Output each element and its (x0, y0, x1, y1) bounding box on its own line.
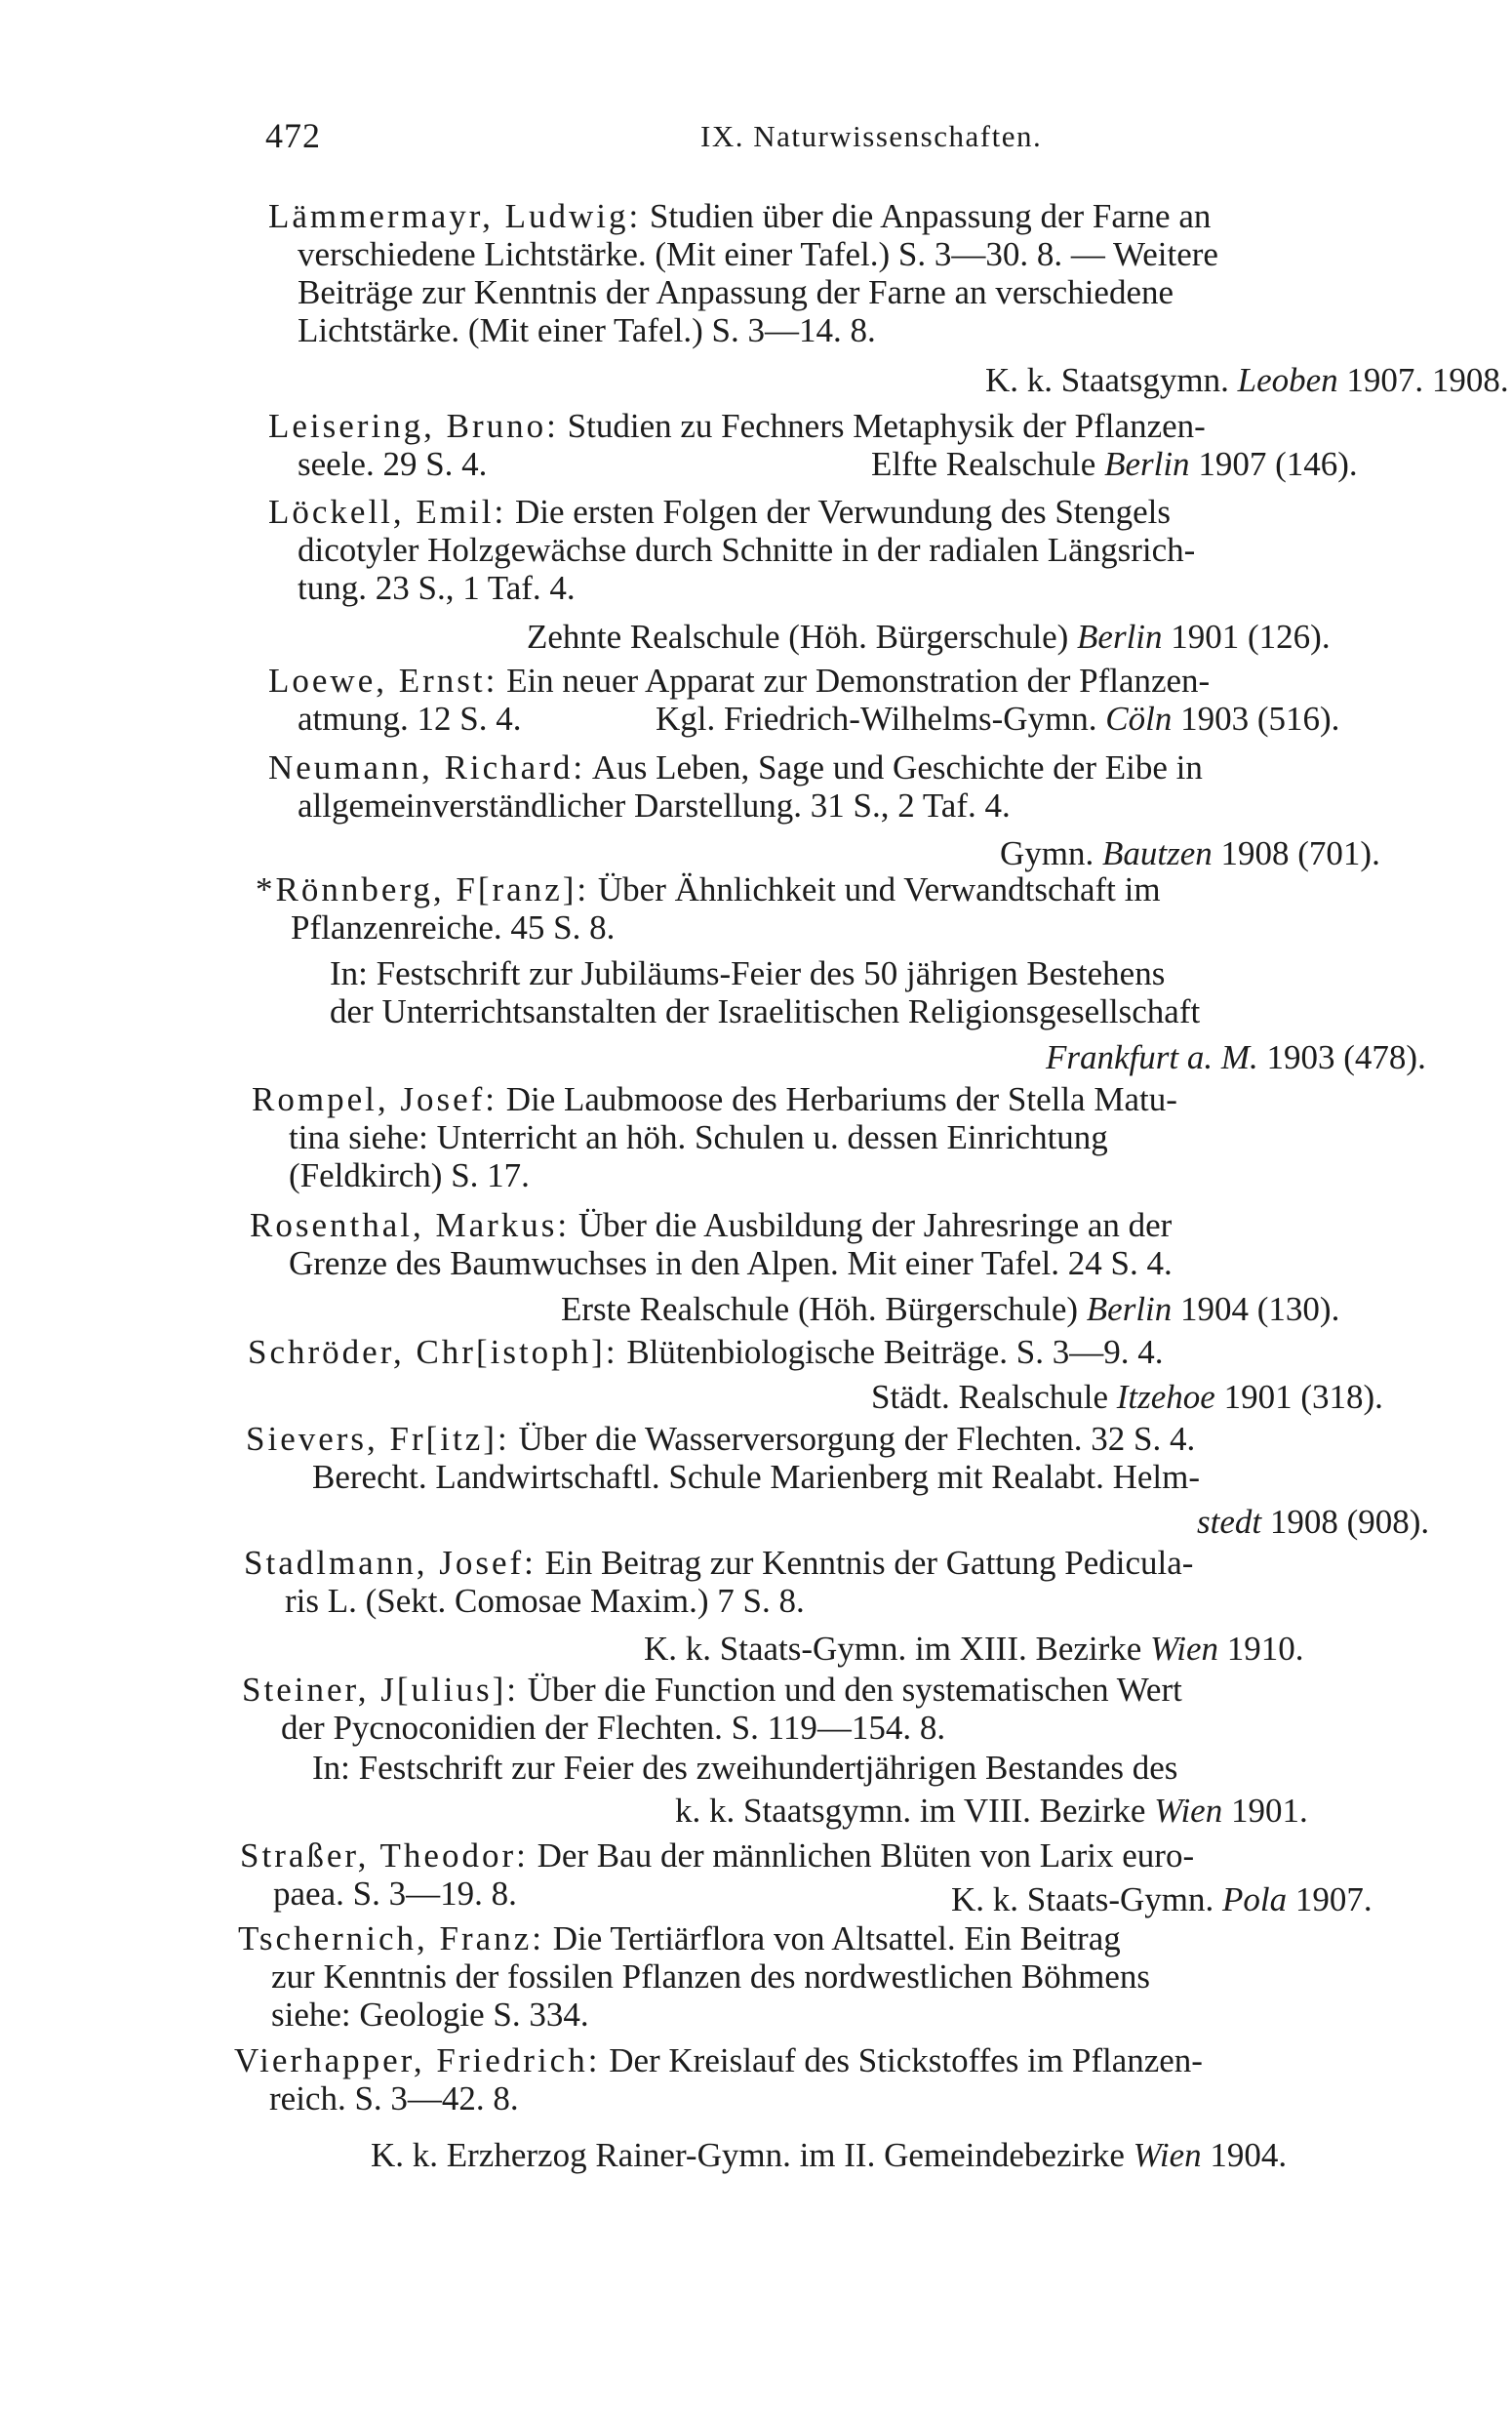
entry-text: Berecht. Landwirtschaftl. Schule Marienberg mit Realabt. Helm- (312, 1458, 1201, 1496)
entry-text: Pflanzenreiche. 45 S. 8. (291, 908, 616, 947)
entry-text: siehe: Geologie S. 334. (271, 1996, 589, 2034)
entry-text: Der Bau der männlichen Blüten von Larix euro- (537, 1836, 1195, 1875)
entry-text: Grenze des Baumwuchses in den Alpen. Mit einer Tafel. 24 S. 4. (289, 1244, 1173, 1282)
entry-year: 1907 (146). (1198, 445, 1358, 483)
entry-text: Die Laubmoose des Herbariums der Stella Matu- (505, 1080, 1177, 1118)
entry-year: 1910. (1226, 1630, 1304, 1668)
entry-author: *Rönnberg, F[ranz]: (256, 870, 590, 908)
entry-text: Aus Leben, Sage und Geschichte der Eibe in (591, 748, 1203, 786)
entry-author: Schröder, Chr[istoph]: (248, 1333, 618, 1371)
entry-year: 1907. (1294, 1880, 1373, 1918)
entry-year: 1901 (126). (1171, 618, 1331, 656)
entry-source (371, 2134, 1287, 2177)
entry-source (675, 1790, 1308, 1833)
entry-author: Sievers, Fr[itz]: (246, 1420, 510, 1458)
entry-place: Leoben (1237, 361, 1338, 399)
entry-text: Beiträge zur Kenntnis der Anpassung der Farne an verschiedene (298, 273, 1174, 311)
entry-text: tung. 23 S., 1 Taf. 4. (298, 569, 576, 607)
entry-text: Lichtstärke. (Mit einer Tafel.) S. 3—14. 8. (298, 311, 876, 349)
entry-text: Über die Ausbildung der Jahresringe an der (577, 1206, 1173, 1244)
entry-text: zur Kenntnis der fossilen Pflanzen des nordwestlichen Böhmens (271, 1957, 1151, 1996)
entry-author: Lämmermayr, Ludwig: (268, 197, 642, 235)
entry-source (951, 1878, 1373, 1921)
entry-school: Erste Realschule (Höh. Bürgerschule) (561, 1290, 1079, 1328)
entry-place: Itzehoe (1116, 1378, 1215, 1416)
entry-text: Die Tertiärflora von Altsattel. Ein Beitrag (552, 1919, 1121, 1957)
entry-text: In: Festschrift zur Jubiläums-Feier des 50 jährigen Bestehens (330, 954, 1166, 992)
entry-text: allgemeinverständlicher Darstellung. 31 S., 2 Taf. 4. (298, 786, 1011, 825)
entry-text: ris L. (Sekt. Comosae Maxim.) 7 S. 8. (285, 1582, 805, 1620)
entry-place: Berlin (1086, 1290, 1173, 1328)
entry-place: stedt (1197, 1503, 1262, 1541)
entry-text: Über Ähnlichkeit und Verwandtschaft im (597, 870, 1161, 908)
entry-text: verschiedene Lichtstärke. (Mit einer Tafel.) S. 3—30. 8. — Weitere (298, 235, 1218, 273)
entry-source (656, 698, 1339, 741)
entry-text: der Unterrichtsanstalten der Israelitischen Religionsgesellschaft (330, 992, 1201, 1030)
running-head: IX. Naturwissenschaften. (700, 119, 1043, 153)
entry-place: Berlin (1104, 445, 1190, 483)
entry-author: Vierhapper, Friedrich: (234, 2041, 601, 2079)
entry-school: K. k. Staatsgymn. (985, 361, 1229, 399)
entry-source (871, 1376, 1383, 1419)
entry-author: Rompel, Josef: (252, 1080, 497, 1118)
entry-text: Der Kreislauf des Stickstoffes im Pflanzen- (609, 2041, 1203, 2079)
entry-year: 1903 (478). (1266, 1038, 1426, 1076)
entry-text: (Feldkirch) S. 17. (289, 1156, 530, 1194)
entry-source (871, 443, 1358, 486)
entry-text: seele. 29 S. 4. (298, 445, 488, 483)
entry-author: Leisering, Bruno: (268, 407, 559, 445)
entry-text: paea. S. 3—19. 8. (273, 1875, 517, 1913)
entry-school: K. k. Staats-Gymn. (951, 1880, 1214, 1918)
entry-school: Städt. Realschule (871, 1378, 1109, 1416)
entry-year: 1904 (130). (1180, 1290, 1340, 1328)
entry-source (1197, 1501, 1429, 1544)
entry-place: Wien (1133, 2136, 1202, 2174)
entry-place: Wien (1154, 1792, 1223, 1830)
entry-source (985, 359, 1509, 402)
entry-school: Kgl. Friedrich-Wilhelms-Gymn. (656, 700, 1097, 738)
entry-place: Frankfurt a. M. (1046, 1038, 1258, 1076)
page-number: 472 (265, 116, 321, 155)
entry-text: der Pycnoconidien der Flechten. S. 119—154. 8. (281, 1709, 946, 1747)
entry-year: 1901 (318). (1223, 1378, 1383, 1416)
entry-place: Pola (1222, 1880, 1288, 1918)
entry-text: reich. S. 3—42. 8. (269, 2079, 519, 2118)
entry-author: Löckell, Emil: (268, 493, 507, 531)
entry-school: Elfte Realschule (871, 445, 1096, 483)
entry-text: Über die Function und den systematischen Wert (527, 1671, 1182, 1709)
entry-year: 1908 (908). (1269, 1503, 1430, 1541)
entry-year: 1907. 1908. (1346, 361, 1509, 399)
entry-text: tina siehe: Unterricht an höh. Schulen u. dessen Einrichtung (289, 1118, 1108, 1156)
entry-text: Studien über die Anpassung der Farne an (649, 197, 1212, 235)
entry-text: atmung. 12 S. 4. (298, 700, 522, 738)
entry-text: Über die Wasserversorgung der Flechten. 32 S. 4. (518, 1420, 1196, 1458)
entry-year: 1908 (701). (1220, 834, 1380, 872)
entry-text: Ein Beitrag zur Kenntnis der Gattung Pedicula- (544, 1544, 1194, 1582)
entry-author: Stadlmann, Josef: (244, 1544, 537, 1582)
entry-school: k. k. Staatsgymn. im VIII. Bezirke (675, 1792, 1146, 1830)
entry-source (527, 616, 1331, 659)
entry-school: K. k. Erzherzog Rainer-Gymn. im II. Gemeindebezirke (371, 2136, 1125, 2174)
entry-text: dicotyler Holzgewächse durch Schnitte in der radialen Längsrich- (298, 531, 1196, 569)
entry-source (561, 1288, 1339, 1331)
entry-author: Tschernich, Franz: (238, 1919, 544, 1957)
entry-author: Loewe, Ernst: (268, 662, 498, 700)
entry-text: In: Festschrift zur Feier des zweihundertjährigen Bestandes des (312, 1749, 1178, 1787)
entry-author: Rosenthal, Markus: (250, 1206, 571, 1244)
page-header (0, 115, 1512, 174)
entry-text: Ein neuer Apparat zur Demonstration der Pflanzen- (506, 662, 1211, 700)
entry-place: Wien (1150, 1630, 1219, 1668)
entry-school: K. k. Staats-Gymn. im XIII. Bezirke (644, 1630, 1142, 1668)
entry-place: Berlin (1077, 618, 1163, 656)
entry-author: Steiner, J[ulius]: (242, 1671, 519, 1709)
entry-year: 1904. (1210, 2136, 1288, 2174)
entry-text: Die ersten Folgen der Verwundung des Stengels (514, 493, 1171, 531)
entry-source (644, 1628, 1304, 1671)
entry-source (1046, 1036, 1426, 1079)
entry-school: Gymn. (1000, 834, 1094, 872)
entry-school: Zehnte Realschule (Höh. Bürgerschule) (527, 618, 1069, 656)
entry-place: Cöln (1105, 700, 1173, 738)
entry-text: Studien zu Fechners Metaphysik der Pflanzen- (567, 407, 1206, 445)
entry-author: Neumann, Richard: (268, 748, 586, 786)
entry-author: Straßer, Theodor: (240, 1836, 529, 1875)
entry-text: Blütenbiologische Beiträge. S. 3—9. 4. (626, 1333, 1164, 1371)
entry-place: Bautzen (1102, 834, 1213, 872)
entry-year: 1901. (1230, 1792, 1308, 1830)
entry-year: 1903 (516). (1180, 700, 1340, 738)
